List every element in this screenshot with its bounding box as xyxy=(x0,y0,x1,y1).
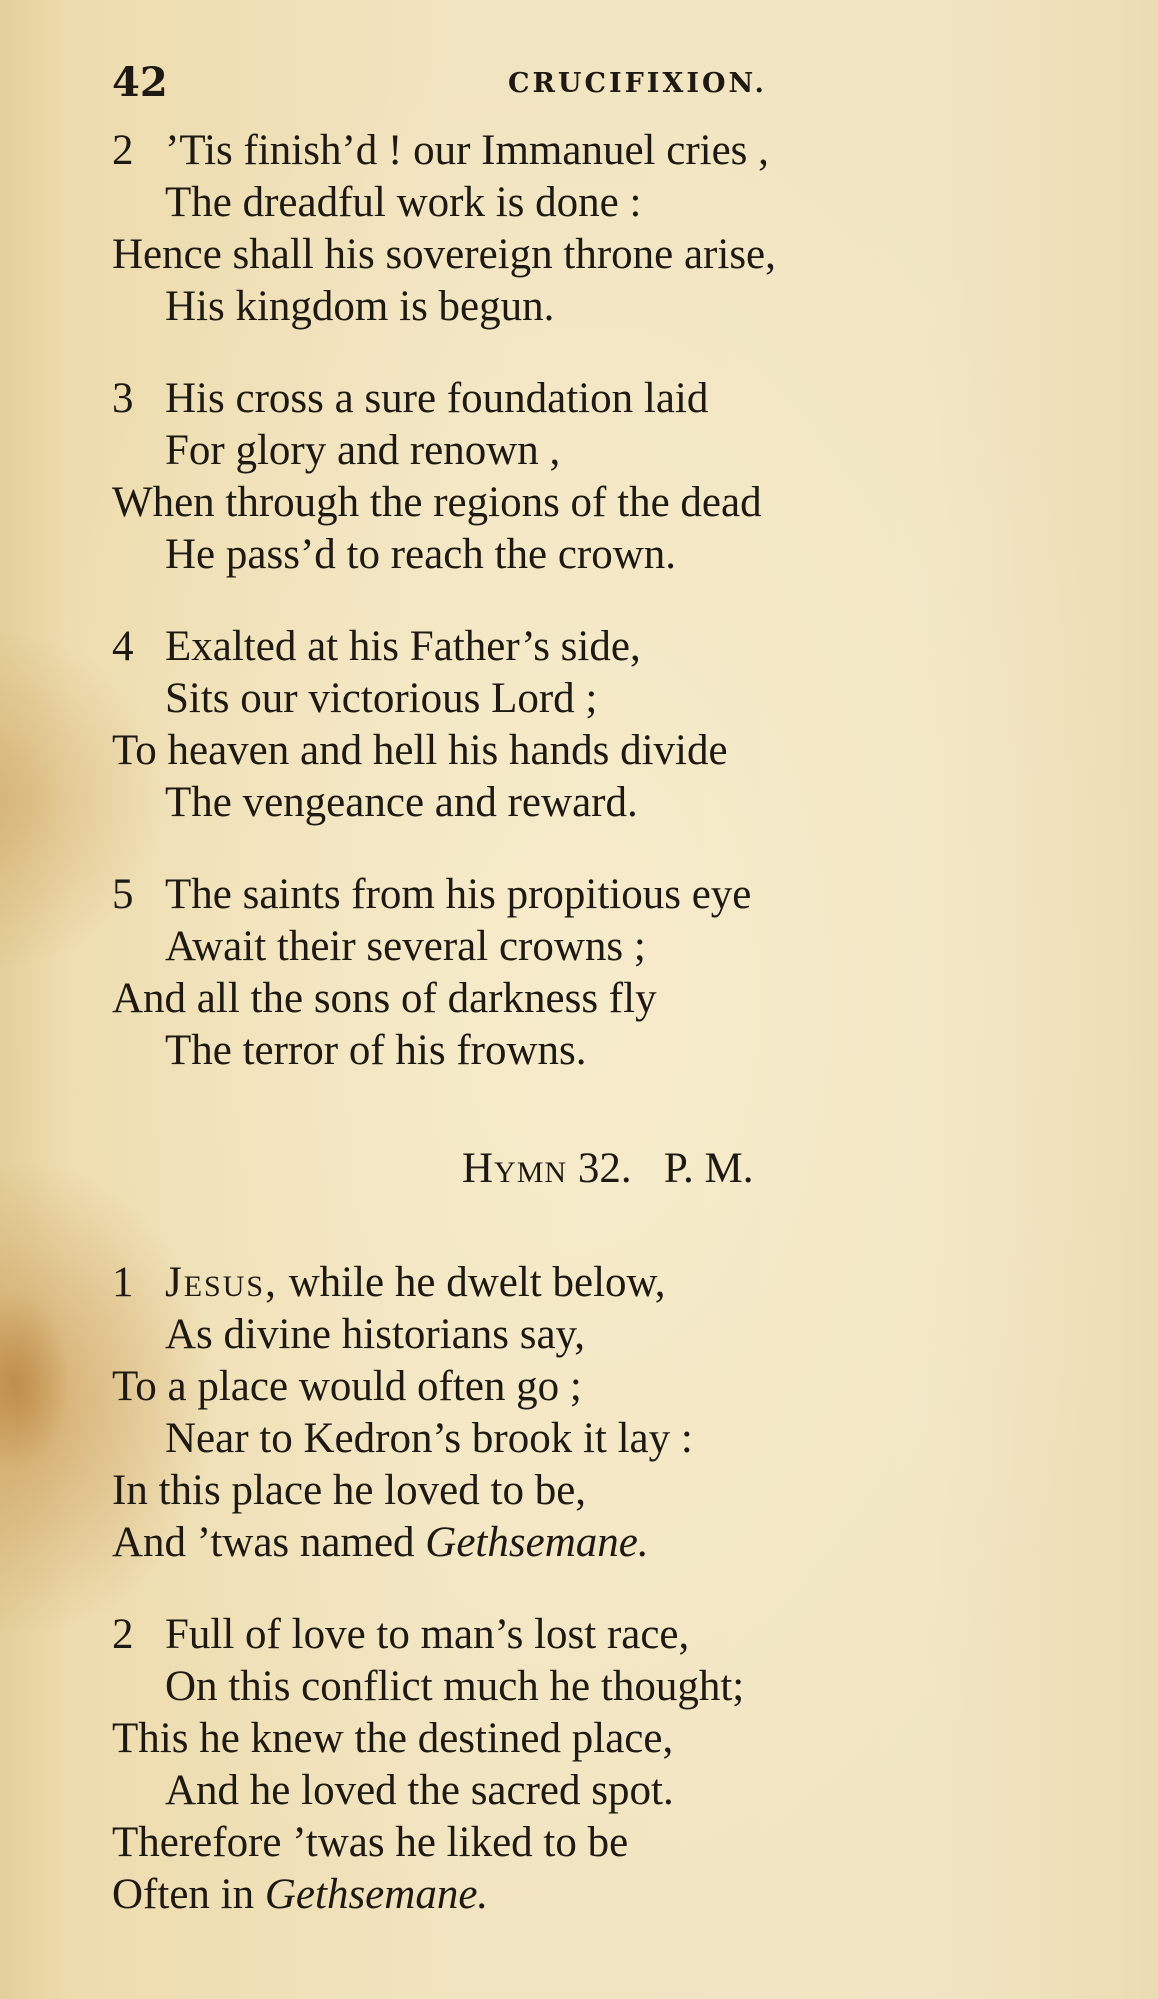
verse-line: And all the sons of darkness fly xyxy=(112,975,657,1022)
verse-line: On this conflict much he thought; xyxy=(165,1663,745,1710)
verse-text: And ’twas named xyxy=(112,1519,426,1566)
verse-line: Therefore ’twas he liked to be xyxy=(112,1819,629,1866)
verse-text: Exalted at his Father’s side, xyxy=(165,623,641,670)
hymn31-stanza-4 xyxy=(112,621,1012,829)
verse-line: The vengeance and reward. xyxy=(165,779,638,826)
verse-line: The terror of his frowns. xyxy=(165,1027,587,1074)
paper-stain xyxy=(0,1290,70,1470)
verse-line: Near to Kedron’s brook it lay : xyxy=(165,1415,693,1462)
hymn32-stanza-2 xyxy=(112,1609,1012,1921)
verse-line xyxy=(112,125,1012,177)
verse-text: while he dwelt below, xyxy=(277,1259,666,1306)
hymn31-stanza-5 xyxy=(112,869,1012,1077)
verse-line: This he knew the destined place, xyxy=(112,1715,674,1762)
verse-text: Full of love to man’s lost race, xyxy=(165,1611,690,1658)
verse-line: He pass’d to reach the crown. xyxy=(165,531,677,578)
hymn-number: 32. xyxy=(577,1145,632,1192)
stanza-number: 4 xyxy=(112,623,134,670)
verse-text: The saints from his propitious eye xyxy=(165,871,752,918)
place-name: Gethsemane. xyxy=(425,1519,649,1566)
hymn31-stanza-3 xyxy=(112,373,1012,581)
page-body xyxy=(112,125,1012,1961)
verse-line xyxy=(112,373,1012,425)
verse-line: In this place he loved to be, xyxy=(112,1467,587,1514)
verse-line xyxy=(112,1869,1012,1921)
verse-text: Often in xyxy=(112,1871,265,1918)
verse-line: Hence shall his sovereign throne arise, xyxy=(112,231,776,278)
verse-line: The dreadful work is done : xyxy=(165,179,642,226)
verse-line: Await their several crowns ; xyxy=(165,923,646,970)
verse-line xyxy=(112,621,1012,673)
verse-line xyxy=(112,1517,1012,1569)
stanza-number: 5 xyxy=(112,871,134,918)
stanza-number: 3 xyxy=(112,375,134,422)
running-head: CRUCIFIXION. xyxy=(508,68,767,99)
verse-line xyxy=(112,1257,1012,1309)
page-number: 42 xyxy=(112,59,168,106)
verse-text: ’Tis finish’d ! our Immanuel cries , xyxy=(165,127,769,174)
verse-line: To a place would often go ; xyxy=(112,1363,582,1410)
stanza-number: 2 xyxy=(112,127,134,174)
hymn-meter: P. M. xyxy=(663,1145,754,1192)
verse-line: To heaven and hell his hands divide xyxy=(112,727,728,774)
verse-line: When through the regions of the dead xyxy=(112,479,762,526)
verse-line: And he loved the sacred spot. xyxy=(165,1767,674,1814)
hymn-label: Hymn xyxy=(462,1145,568,1192)
verse-text: His cross a sure foundation laid xyxy=(165,375,709,422)
verse-line: Sits our victorious Lord ; xyxy=(165,675,598,722)
verse-line: His kingdom is begun. xyxy=(165,283,555,330)
page-header xyxy=(112,58,812,108)
verse-line: As divine historians say, xyxy=(165,1311,586,1358)
place-name: Gethsemane. xyxy=(264,1871,489,1918)
verse-line xyxy=(112,869,1012,921)
verse-line xyxy=(112,1609,1012,1661)
hymn32-stanza-1 xyxy=(112,1257,1012,1569)
hymn-heading xyxy=(462,1143,1012,1195)
hymn31-stanza-2 xyxy=(112,125,1012,333)
stanza-number: 1 xyxy=(112,1259,134,1306)
verse-line: For glory and renown , xyxy=(165,427,561,474)
stanza-number: 2 xyxy=(112,1611,134,1658)
verse-initial-word: Jesus, xyxy=(165,1259,278,1306)
